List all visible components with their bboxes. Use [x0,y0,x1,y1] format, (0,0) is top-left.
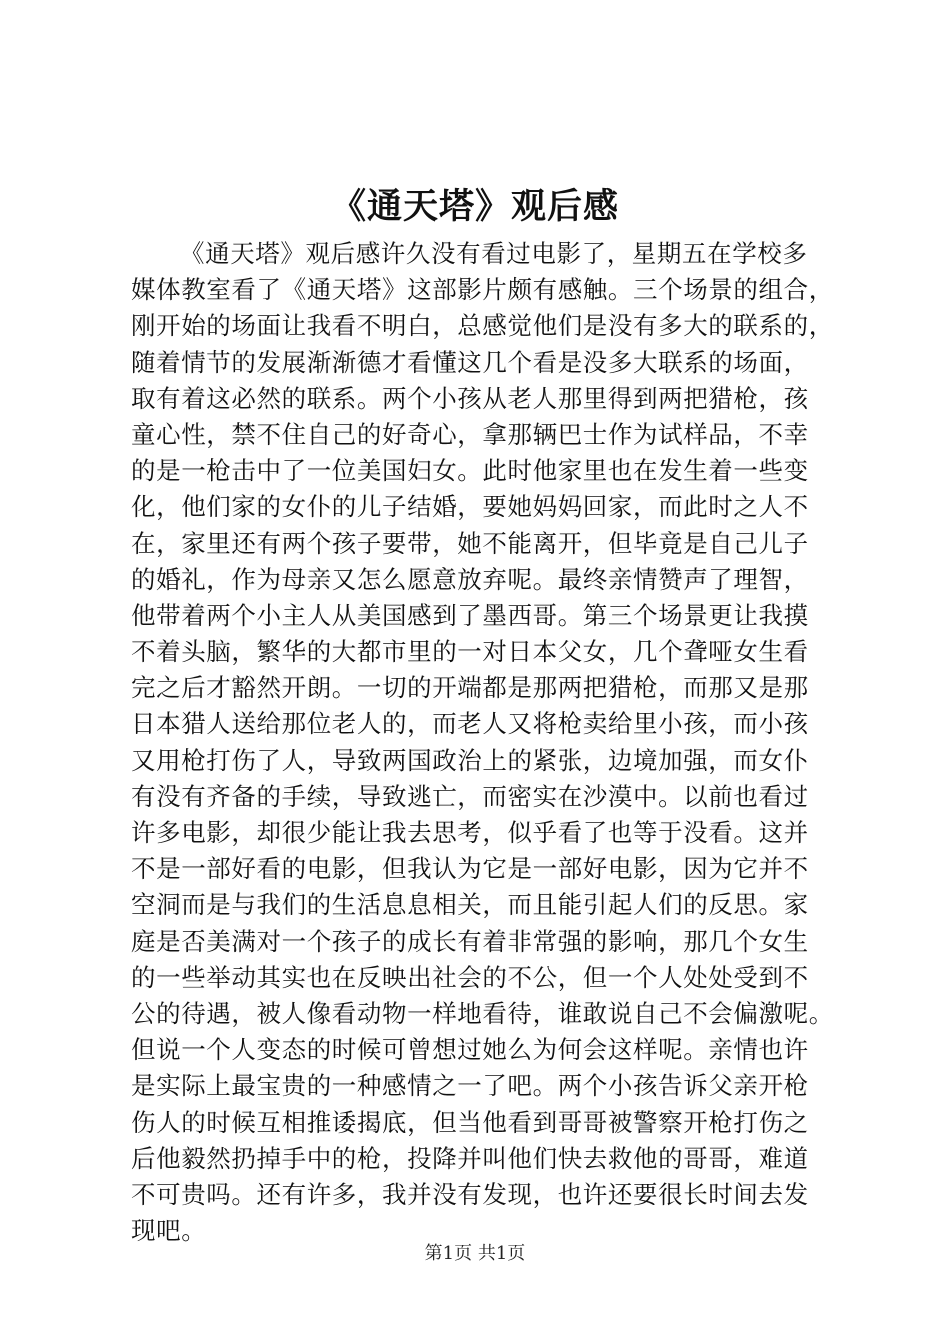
body-line: 但说一个人变态的时候可曾想过她么为何会这样呢。亲情也许 [131,1035,809,1065]
body-line: 公的待遇，被人像看动物一样地看待，谁敢说自己不会偏激呢。 [131,998,834,1028]
body-line: 完之后才豁然开朗。一切的开端都是那两把猎枪，而那又是那 [131,673,809,703]
body-line: 的是一枪击中了一位美国妇女。此时他家里也在发生着一些变 [131,456,809,486]
body-line: 的婚礼，作为母亲又怎么愿意放弃呢。最终亲情赞声了理智， [131,564,809,594]
body-line: 空洞而是与我们的生活息息相关，而且能引起人们的反思。家 [131,890,809,920]
page-title: 《通天塔》观后感 [330,186,619,227]
body-line: 取有着这必然的联系。两个小孩从老人那里得到两把猎枪，孩 [131,383,809,413]
body-line: 媒体教室看了《通天塔》这部影片颇有感触。三个场景的组合， [131,275,834,305]
body-line: 是实际上最宝贵的一种感情之一了吧。两个小孩告诉父亲开枪 [131,1071,809,1101]
body-line: 刚开始的场面让我看不明白，总感觉他们是没有多大的联系的， [131,311,834,341]
body-line: 又用枪打伤了人，导致两国政治上的紧张，边境加强，而女仆 [131,745,809,775]
body-line: 他带着两个小主人从美国感到了墨西哥。第三个场景更让我摸 [131,600,809,630]
body-line: 不是一部好看的电影，但我认为它是一部好电影，因为它并不 [131,854,809,884]
body-line: 童心性，禁不住自己的好奇心，拿那辆巴士作为试样品，不幸 [131,419,809,449]
body-line: 的一些举动其实也在反映出社会的不公，但一个人处处受到不 [131,962,809,992]
body-line: 《通天塔》观后感许久没有看过电影了，星期五在学校多 [180,239,808,268]
body-line: 随着情节的发展渐渐德才看懂这几个看是没多大联系的场面， [131,347,809,377]
body-line: 不可贵吗。还有许多，我并没有发现，也许还要很长时间去发 [131,1179,809,1209]
body-line: 日本猎人送给那位老人的，而老人又将枪卖给里小孩，而小孩 [131,709,809,739]
body-line: 不着头脑，繁华的大都市里的一对日本父女，几个聋哑女生看 [131,637,809,667]
body-line: 伤人的时候互相推诿揭底，但当他看到哥哥被警察开枪打伤之 [131,1107,809,1137]
body-line: 有没有齐备的手续，导致逃亡，而密实在沙漠中。以前也看过 [131,781,809,811]
body-line: 许多电影，却很少能让我去思考，似乎看了也等于没看。这并 [131,818,809,847]
document-body [131,236,855,1249]
body-line: 现吧。 [131,1216,207,1246]
body-line: 化，他们家的女仆的儿子结婚，要她妈妈回家，而此时之人不 [131,492,809,522]
body-line: 在，家里还有两个孩子要带，她不能离开，但毕竟是自己儿子 [131,528,809,558]
page-footer: 第1页 共1页 [424,1243,526,1264]
body-line: 庭是否美满对一个孩子的成长有着非常强的影响，那几个女生 [131,926,809,956]
body-line: 后他毅然扔掉手中的枪，投降并叫他们快去救他的哥哥，难道 [131,1143,809,1173]
